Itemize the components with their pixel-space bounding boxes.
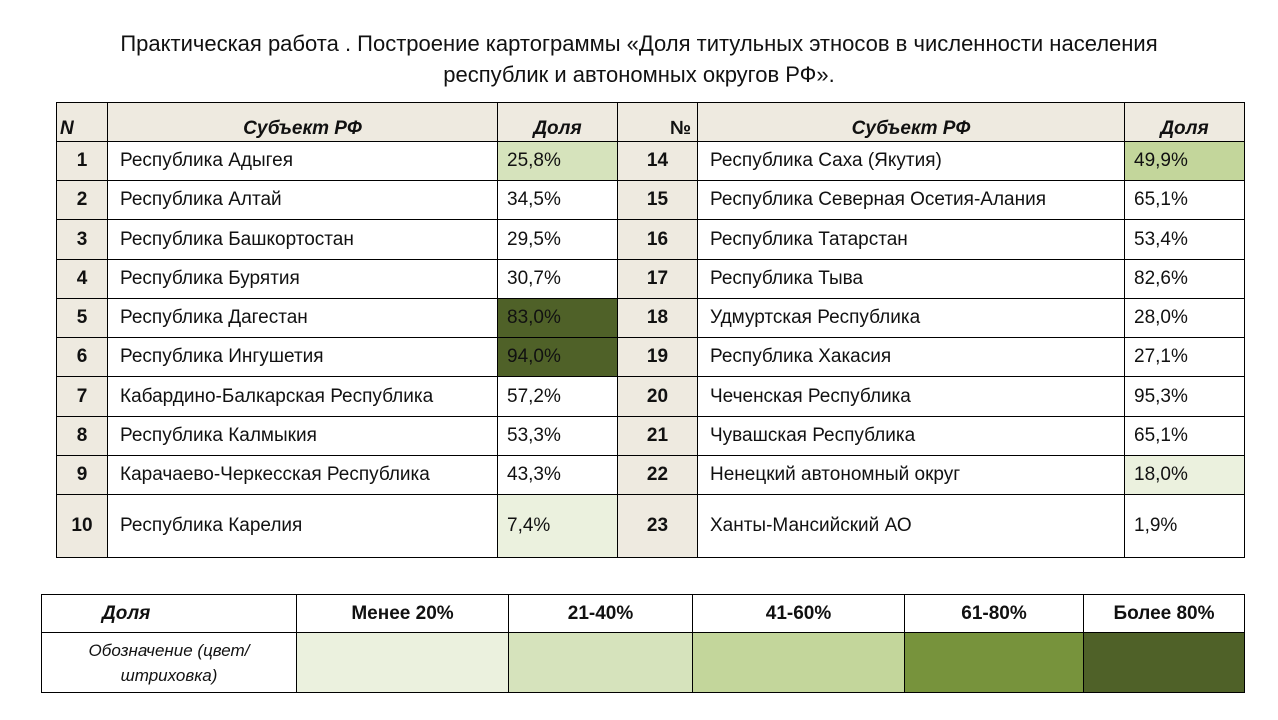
share-value: 1,9%	[1125, 495, 1245, 558]
row-number: 21	[618, 417, 698, 456]
share-value: 57,2%	[498, 377, 618, 417]
subject-name: Республика Карелия	[108, 495, 498, 558]
share-value: 94,0%	[498, 338, 618, 377]
subject-name: Чеченская Республика	[698, 377, 1125, 417]
subject-name: Республика Тыва	[698, 260, 1125, 299]
legend-table	[41, 594, 1245, 693]
row-number: 7	[57, 377, 108, 417]
legend-title: Доля	[42, 595, 297, 633]
subject-name: Республика Северная Осетия-Алания	[698, 181, 1125, 220]
table-row	[57, 299, 1245, 338]
legend-swatch-row	[42, 633, 1245, 693]
title-line-1: Практическая работа . Построение картограммы «Доля титульных этносов в численности населения	[120, 31, 1158, 56]
share-value: 95,3%	[1125, 377, 1245, 417]
header-share-right: Доля	[1125, 103, 1245, 142]
legend-category-name: Менее 20%	[297, 595, 509, 633]
share-value: 29,5%	[498, 220, 618, 260]
table-row	[57, 417, 1245, 456]
table-header-row	[57, 103, 1245, 142]
table-row	[57, 456, 1245, 495]
header-num-right: №	[618, 103, 698, 142]
subjects-table	[56, 102, 1245, 558]
subject-name: Республика Бурятия	[108, 260, 498, 299]
subject-name: Республика Саха (Якутия)	[698, 142, 1125, 181]
legend-color-swatch	[1084, 633, 1245, 693]
legend-color-swatch	[693, 633, 905, 693]
share-value: 53,3%	[498, 417, 618, 456]
row-number: 10	[57, 495, 108, 558]
table-row	[57, 377, 1245, 417]
page-title	[40, 28, 1238, 90]
row-number: 5	[57, 299, 108, 338]
row-number: 18	[618, 299, 698, 338]
subject-name: Карачаево-Черкесская Республика	[108, 456, 498, 495]
table-row	[57, 338, 1245, 377]
row-number: 9	[57, 456, 108, 495]
subject-name: Удмуртская Республика	[698, 299, 1125, 338]
row-number: 6	[57, 338, 108, 377]
title-line-2: республик и автономных округов РФ».	[443, 62, 835, 87]
share-value: 7,4%	[498, 495, 618, 558]
subject-name: Республика Башкортостан	[108, 220, 498, 260]
subject-name: Республика Хакасия	[698, 338, 1125, 377]
table-row	[57, 495, 1245, 558]
subject-name: Республика Алтай	[108, 181, 498, 220]
share-value: 28,0%	[1125, 299, 1245, 338]
share-value: 53,4%	[1125, 220, 1245, 260]
subject-name: Ненецкий автономный округ	[698, 456, 1125, 495]
legend-category-name: 21-40%	[509, 595, 693, 633]
row-number: 2	[57, 181, 108, 220]
subject-name: Республика Татарстан	[698, 220, 1125, 260]
row-number: 14	[618, 142, 698, 181]
header-num-left: N	[57, 103, 108, 142]
share-value: 27,1%	[1125, 338, 1245, 377]
share-value: 43,3%	[498, 456, 618, 495]
header-subject-right: Субъект РФ	[698, 103, 1125, 142]
table-row	[57, 181, 1245, 220]
share-value: 34,5%	[498, 181, 618, 220]
legend-color-swatch	[509, 633, 693, 693]
subject-name: Чувашская Республика	[698, 417, 1125, 456]
subject-name: Республика Калмыкия	[108, 417, 498, 456]
share-value: 49,9%	[1125, 142, 1245, 181]
share-value: 65,1%	[1125, 417, 1245, 456]
legend-label: Обозначение (цвет/штриховка)	[42, 633, 297, 693]
legend-category-name: 41-60%	[693, 595, 905, 633]
share-value: 30,7%	[498, 260, 618, 299]
row-number: 15	[618, 181, 698, 220]
header-subject-left: Субъект РФ	[108, 103, 498, 142]
table-row	[57, 220, 1245, 260]
row-number: 4	[57, 260, 108, 299]
share-value: 65,1%	[1125, 181, 1245, 220]
row-number: 16	[618, 220, 698, 260]
legend-category-name: Более 80%	[1084, 595, 1245, 633]
row-number: 20	[618, 377, 698, 417]
subject-name: Республика Дагестан	[108, 299, 498, 338]
row-number: 8	[57, 417, 108, 456]
share-value: 25,8%	[498, 142, 618, 181]
subject-name: Кабардино-Балкарская Республика	[108, 377, 498, 417]
subject-name: Республика Адыгея	[108, 142, 498, 181]
legend-color-swatch	[905, 633, 1084, 693]
table-row	[57, 260, 1245, 299]
share-value: 83,0%	[498, 299, 618, 338]
legend-color-swatch	[297, 633, 509, 693]
row-number: 1	[57, 142, 108, 181]
row-number: 22	[618, 456, 698, 495]
row-number: 17	[618, 260, 698, 299]
legend-header-row	[42, 595, 1245, 633]
share-value: 82,6%	[1125, 260, 1245, 299]
subject-name: Ханты-Мансийский АО	[698, 495, 1125, 558]
header-share-left: Доля	[498, 103, 618, 142]
row-number: 3	[57, 220, 108, 260]
share-value: 18,0%	[1125, 456, 1245, 495]
row-number: 23	[618, 495, 698, 558]
row-number: 19	[618, 338, 698, 377]
subject-name: Республика Ингушетия	[108, 338, 498, 377]
legend-category-name: 61-80%	[905, 595, 1084, 633]
table-row	[57, 142, 1245, 181]
